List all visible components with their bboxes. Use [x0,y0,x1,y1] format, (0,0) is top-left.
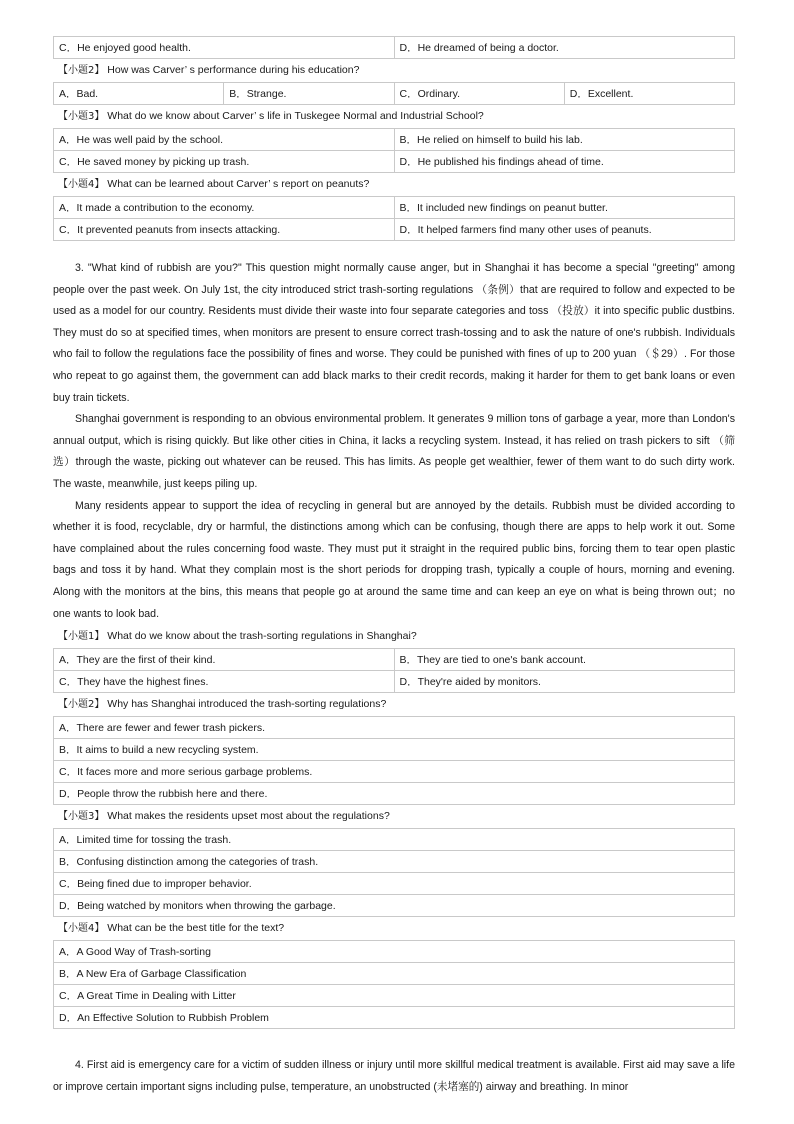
table-row [54,941,735,963]
option-cell[interactable]: D．They're aided by monitors. [394,671,735,693]
passage4-paragraph-1: 4. First aid is emergency care for a victim of sudden illness or injury until more skillful medical treatment is available. First aid may save a life or improve certain important signs including pulse, temperature, an unobstructed (未堵塞的) airway and breathing. In minor [53,1059,735,1093]
options-table-carryover [53,36,735,59]
option-cell[interactable]: C．He enjoyed good health. [54,37,395,59]
table-row [54,783,735,805]
options-table-t2 [53,82,735,105]
option-cell[interactable]: C．Ordinary. [394,83,564,105]
option-cell[interactable]: A．Bad. [54,83,224,105]
table-row [54,829,735,851]
question-stem-p3-3 [53,805,735,828]
passage3-paragraph-1: 3. "What kind of rubbish are you?" This question might normally cause anger, but in Shanghai it has become a special "greeting" among people over the past week. On July 1st, the city introduced strict trash-sorting regulations （条例）that are required to follow and expected to be used as a model for our country. Residents must divide their waste into four separate categories and toss （投放）it into specific public dustbins. They must do so at specified times, when monitors are present to ensure correct trash-tossing and to ask the nature of one's rubbish. Individuals who fail to follow the regulations face the possibility of fines and worse. They could be punished with fines of up to 200 yuan （＄29）. For those who repeat to go against them, the government can add black marks to their credit records, making it harder for them to get bank loans or even buy train tickets. [53,262,735,404]
question-text: What do we know about the trash-sorting regulations in Shanghai? [107,630,417,643]
option-cell[interactable]: A．Limited time for tossing the trash. [54,829,735,851]
question-stem-t2 [53,59,735,82]
option-cell[interactable]: B．A New Era of Garbage Classification [54,963,735,985]
options-table-p3-1 [53,648,735,693]
option-cell[interactable]: D．He dreamed of being a doctor. [394,37,735,59]
table-row [54,873,735,895]
option-cell[interactable]: C．It faces more and more serious garbage problems. [54,761,735,783]
option-cell[interactable]: D．Being watched by monitors when throwing the garbage. [54,895,735,917]
passage3-paragraph-3: Many residents appear to support the idea of recycling in general but are annoyed by the details. Rubbish must be divided according to whether it is food, recyclable, dry or harmful, the distinctions among which can be confusing, though there are apps to help work it out. Some have complained about the rules concerning food waste. They must put it straight in the required public bins, forcing them to tear open plastic bags and toss it by hand. What they complain most is the short periods for dropping trash, typically a couple of hours, morning and evening. Along with the monitors at the bins, this means that people go at around the same time and can keep an eye on what is being thrown out；no one wants to look bad. [53,499,735,620]
table-row [54,1007,735,1029]
question-text: What makes the residents upset most about the regulations? [107,810,390,823]
option-cell[interactable]: C．He saved money by picking up trash. [54,151,395,173]
options-table-t4 [53,196,735,241]
question-text: What can be the best title for the text? [107,922,285,935]
table-row [54,985,735,1007]
table-row [54,761,735,783]
option-cell[interactable]: A．They are the first of their kind. [54,649,395,671]
table-row [54,717,735,739]
option-cell[interactable]: B．Confusing distinction among the categories of trash. [54,851,735,873]
table-row [54,129,735,151]
options-table-p3-3 [53,828,735,917]
option-cell[interactable]: B．He relied on himself to build his lab. [394,129,735,151]
question-text: Why has Shanghai introduced the trash-sorting regulations? [107,698,387,711]
table-row [54,671,735,693]
question-stem-t4 [53,173,735,196]
question-text: What can be learned about Carver’ s report on peanuts? [107,178,370,190]
option-cell[interactable]: C．A Great Time in Dealing with Litter [54,985,735,1007]
question-tag: 【小题4】 [58,923,105,935]
option-cell[interactable]: C．They have the highest fines. [54,671,395,693]
option-cell[interactable]: A．There are fewer and fewer trash pickers. [54,717,735,739]
options-table-p3-4 [53,940,735,1029]
question-tag: 【小题1】 [58,631,105,643]
option-cell[interactable]: D．It helped farmers find many other uses of peanuts. [394,219,735,241]
option-cell[interactable]: B．They are tied to one's bank account. [394,649,735,671]
table-row [54,219,735,241]
option-cell[interactable]: D．People throw the rubbish here and there. [54,783,735,805]
option-cell[interactable]: A．He was well paid by the school. [54,129,395,151]
options-table-p3-2 [53,716,735,805]
options-table-t3 [53,128,735,173]
table-row [54,739,735,761]
question-stem-p3-4 [53,917,735,940]
question-text: How was Carver’ s performance during his education? [107,64,360,76]
question-tag: 【小题2】 [58,699,105,711]
question-stem-p3-2 [53,693,735,716]
table-row [54,197,735,219]
question-text: What do we know about Carver’ s life in Tuskegee Normal and Industrial School? [107,110,484,122]
question-stem-t3 [53,105,735,128]
option-cell[interactable]: B．It aims to build a new recycling system. [54,739,735,761]
option-cell[interactable]: A．A Good Way of Trash-sorting [54,941,735,963]
option-cell[interactable]: A．It made a contribution to the economy. [54,197,395,219]
option-cell[interactable]: B．It included new findings on peanut butter. [394,197,735,219]
table-row [54,851,735,873]
table-row [54,151,735,173]
table-row [54,83,735,105]
question-tag: 【小题2】 [58,65,105,76]
option-cell[interactable]: B．Strange. [224,83,394,105]
option-cell[interactable]: D．Excellent. [564,83,734,105]
option-cell[interactable]: D．He published his findings ahead of time. [394,151,735,173]
question-tag: 【小题3】 [58,111,105,122]
section-spacer [53,1029,735,1055]
question-tag: 【小题3】 [58,811,105,823]
option-cell[interactable]: C．It prevented peanuts from insects attacking. [54,219,395,241]
table-row [54,37,735,59]
table-row [54,963,735,985]
worksheet-page [53,36,735,1098]
table-row [54,649,735,671]
table-row [54,895,735,917]
question-tag: 【小题4】 [58,179,105,190]
passage3-paragraph-2: Shanghai government is responding to an obvious environmental problem. It generates 9 million tons of garbage a year, more than London's annual output, which is rising quickly. But like other cities in China, it lacks a recycling system. Instead, it has relied on trash pickers to sift （筛选）through the waste, picking out whatever can be reused. This has limits. As people get wealthier, fewer of them want to do such dirty work. The waste, meanwhile, just keeps piling up. [53,413,735,490]
option-cell[interactable]: D．An Effective Solution to Rubbish Problem [54,1007,735,1029]
question-stem-p3-1 [53,625,735,648]
option-cell[interactable]: C．Being fined due to improper behavior. [54,873,735,895]
